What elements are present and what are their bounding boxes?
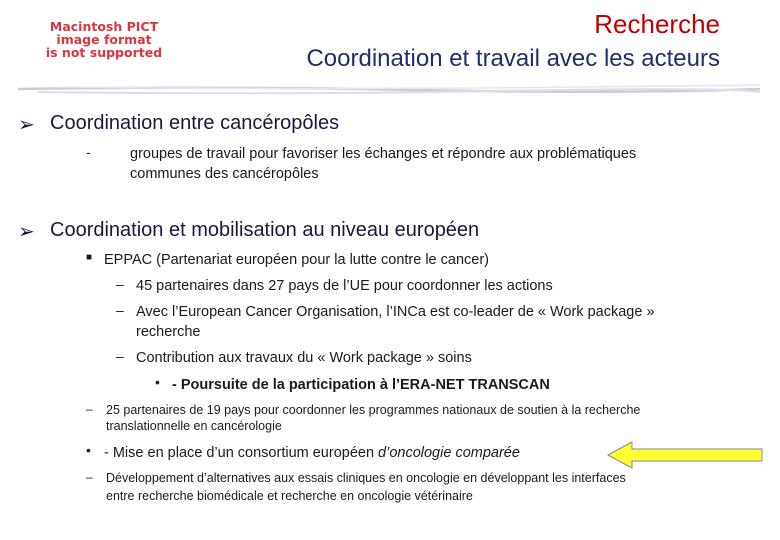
eppac-item: EPPAC (Partenariat européen pour la lutte contre le cancer) [104, 252, 489, 268]
unsupported-image-placeholder [34, 20, 174, 60]
slide-title: Recherche [594, 9, 720, 39]
en-dash-bullet: – [86, 402, 93, 416]
consortium-detail-line-1: Développement d’alternatives aux essais cliniques en oncologie en développant les interfaces [106, 471, 626, 485]
decorative-divider [18, 83, 760, 99]
dot-bullet-icon: • [86, 442, 91, 458]
section-heading-european [18, 219, 480, 243]
consortium-text: - Mise en place d’un consortium européen [104, 445, 379, 461]
dot-bullet-icon: • [155, 374, 160, 390]
eranet-item: - Poursuite de la participation à l’ERA-NET TRANSCAN [172, 377, 550, 393]
section-1-heading-text: Coordination entre cancéropôles [50, 112, 340, 134]
section-2-heading-text: Coordination et mobilisation au niveau européen [50, 219, 480, 241]
slide-subtitle: Coordination et travail avec les acteurs [306, 45, 720, 72]
en-dash-bullet: – [116, 276, 124, 292]
section-heading-cancéropôles [18, 112, 340, 136]
pict-line-2: image format [56, 32, 152, 47]
dash-bullet: - [86, 144, 91, 160]
arrow-bullet-icon: ➢ [18, 221, 35, 243]
consortium-item [104, 443, 520, 463]
eppac-soins: Contribution aux travaux du « Work package » soins [136, 350, 472, 366]
consortium-italic-text: d’oncologie comparée [378, 445, 520, 461]
eppac-co-leader-line-1: Avec l’European Cancer Organisation, l’INCa est co-leader de « Work package » [136, 304, 655, 320]
pict-line-1: Macintosh PICT [49, 19, 159, 34]
square-bullet-icon: ■ [86, 252, 93, 263]
section-1-text-line-1: groupes de travail pour favoriser les échanges et répondre aux problématiques [130, 146, 637, 162]
en-dash-bullet: – [116, 348, 124, 364]
arrow-bullet-icon: ➢ [18, 114, 35, 136]
pict-line-3: is not supported [45, 45, 163, 60]
en-dash-bullet: – [86, 470, 93, 484]
eranet-detail-line-1: 25 partenaires de 19 pays pour coordonner les programmes nationaux de soutien à la recherche [106, 403, 641, 417]
eranet-detail-line-2: translationnelle en cancérologie [106, 419, 282, 433]
eppac-partners: 45 partenaires dans 27 pays de l’UE pour coordonner les actions [136, 278, 553, 294]
eppac-co-leader-line-2: recherche [136, 324, 201, 340]
yellow-arrow-icon [606, 440, 766, 470]
consortium-detail-line-2: entre recherche biomédicale et recherche en oncologie vétérinaire [106, 489, 473, 503]
section-1-text-line-2: communes des cancéropôles [130, 166, 319, 182]
en-dash-bullet: – [116, 302, 124, 318]
